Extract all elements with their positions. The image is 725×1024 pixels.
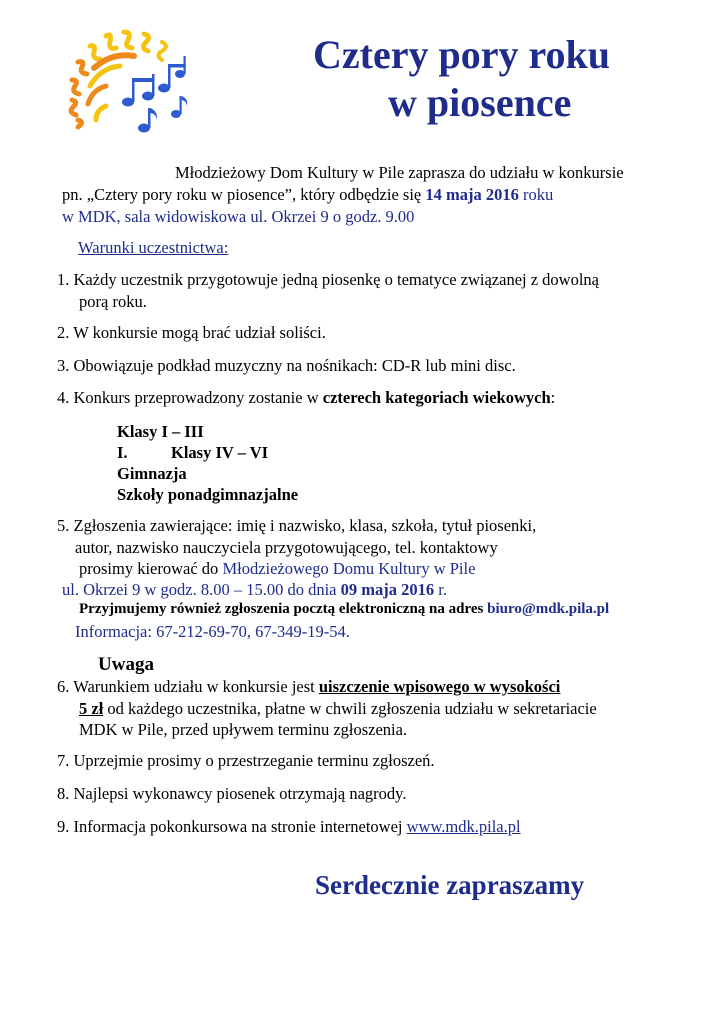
deadline-date: 09 maja 2016 bbox=[340, 580, 435, 599]
intro-line2-text: pn. „Cztery pory roku w piosence”, który odbędzie się bbox=[62, 185, 426, 204]
item-5-line1: 5. Zgłoszenia zawierające: imię i nazwisko, klasa, szkoła, tytuł piosenki, bbox=[57, 516, 537, 535]
intro-line3: w MDK, sala widowiskowa ul. Okrzei 9 o godz. 9.00 bbox=[62, 207, 415, 226]
item-7: 7. Uprzejmie prosimy o przestrzeganie terminu zgłoszeń. bbox=[57, 751, 435, 770]
intro-line2 bbox=[62, 185, 553, 205]
page-title-line2: w piosence bbox=[388, 80, 572, 125]
intro-line2-end: roku bbox=[518, 185, 554, 204]
item-5-line4 bbox=[62, 580, 447, 600]
item-5-line6: Informacja: 67-212-69-70, 67-349-19-54. bbox=[75, 622, 350, 641]
item-9-text: 9. Informacja pokonkursowa na stronie internetowej bbox=[57, 817, 407, 836]
note-line3: MDK w Pile, przed upływem terminu zgłoszenia. bbox=[79, 720, 408, 739]
item-5-line5 bbox=[79, 601, 609, 618]
note-line2-text: od każdego uczestnika, płatne w chwili zgłoszenia udziału w sekretariacie bbox=[103, 699, 597, 718]
event-date: 14 maja 2016 bbox=[425, 185, 519, 204]
category-1: Klasy I – III bbox=[117, 422, 204, 441]
item-3: 3. Obowiązuje podkład muzyczny na nośnikach: CD-R lub mini disc. bbox=[57, 356, 516, 375]
fee-amount: 5 zł bbox=[79, 699, 104, 718]
item-9 bbox=[57, 817, 521, 837]
website-link[interactable]: www.mdk.pila.pl bbox=[406, 817, 521, 836]
item-4-bold: czterech kategoriach wiekowych bbox=[322, 388, 551, 407]
item-5-line3-text: prosimy kierować do bbox=[79, 559, 223, 578]
item-5-line4-end: r. bbox=[434, 580, 447, 599]
note-line2 bbox=[79, 699, 597, 719]
note-heading: Uwaga bbox=[98, 654, 154, 675]
category-2: Klasy IV – VI bbox=[171, 443, 269, 462]
item-1-line1: 1. Każdy uczestnik przygotowuje jedną piosenkę o tematyce związanej z dowolną bbox=[57, 270, 600, 289]
email-address[interactable]: biuro@mdk.pila.pl bbox=[487, 601, 610, 617]
entry-fee-text: uiszczenie wpisowego w wysokości bbox=[318, 677, 561, 696]
category-3: Gimnazja bbox=[117, 464, 187, 483]
note-line1-text: 6. Warunkiem udziału w konkursie jest bbox=[57, 677, 319, 696]
email-info-text: Przyjmujemy również zgłoszenia pocztą elektroniczną na adres bbox=[79, 601, 488, 617]
item-5-line3 bbox=[79, 559, 475, 579]
page-title-line1: Cztery pory roku bbox=[313, 32, 610, 77]
sun-with-music-notes-icon bbox=[66, 28, 196, 146]
category-4: Szkoły ponadgimnazjalne bbox=[117, 485, 299, 504]
item-4-text: 4. Konkurs przeprowadzony zostanie w bbox=[57, 388, 323, 407]
conditions-heading: Warunki uczestnictwa: bbox=[78, 238, 229, 257]
category-2-number: I. bbox=[117, 443, 128, 462]
note-line1 bbox=[57, 677, 560, 697]
closing-text: Serdecznie zapraszamy bbox=[315, 870, 585, 900]
item-5-line4-text: ul. Okrzei 9 w godz. 8.00 – 15.00 do dnia bbox=[62, 580, 341, 599]
item-4 bbox=[57, 388, 555, 408]
item-4-colon: : bbox=[550, 388, 556, 407]
intro-line1: Młodzieżowy Dom Kultury w Pile zaprasza do udziału w konkursie bbox=[175, 163, 624, 182]
mdk-name: Młodzieżowego Domu Kultury w Pile bbox=[222, 559, 476, 578]
item-5-line2: autor, nazwisko nauczyciela przygotowującego, tel. kontaktowy bbox=[75, 538, 498, 557]
item-2: 2. W konkursie mogą brać udział soliści. bbox=[57, 323, 326, 342]
item-1-line2: porą roku. bbox=[79, 292, 147, 311]
item-8: 8. Najlepsi wykonawcy piosenek otrzymają nagrody. bbox=[57, 784, 407, 803]
sun-music-logo bbox=[66, 28, 196, 146]
